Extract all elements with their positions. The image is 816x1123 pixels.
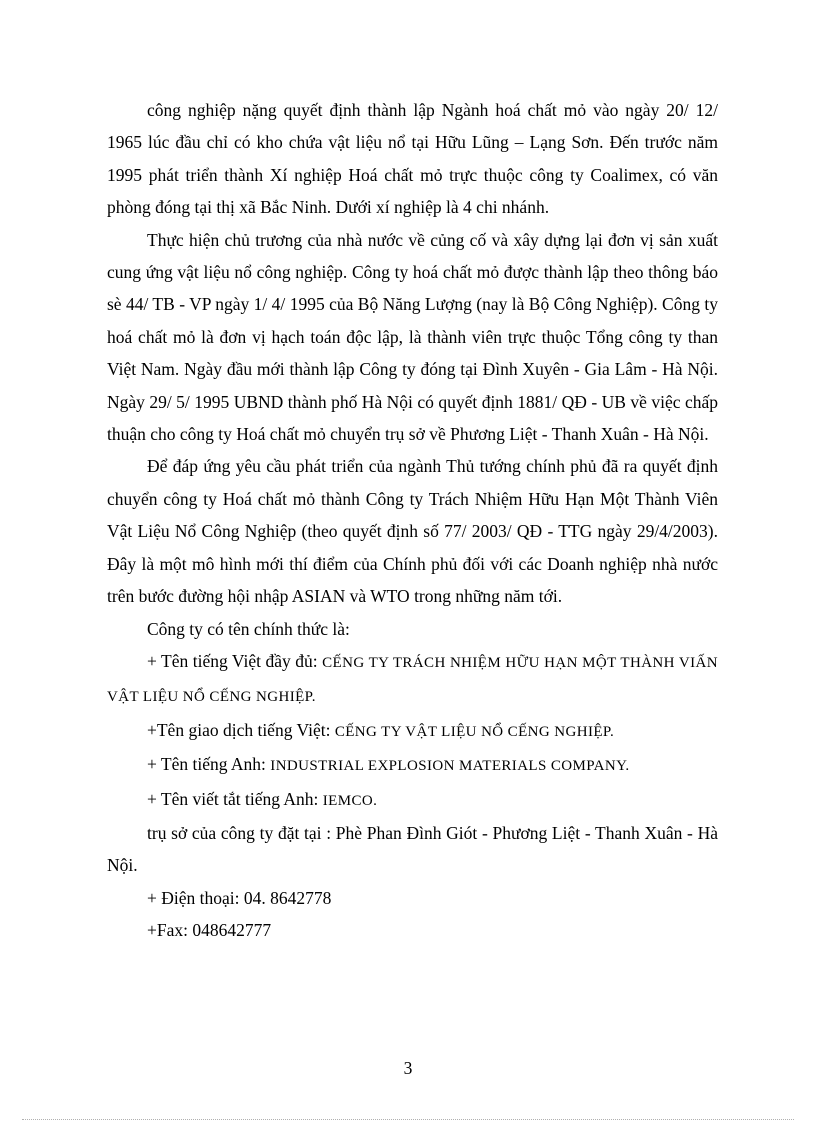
english-abbreviation-value: IEMCO. bbox=[322, 792, 378, 809]
paragraph-establishment: Thực hiện chủ trương của nhà nước về củng cố và xây dựng lại đơn vị sản xuất cung ứng vật liệu nổ công nghiệp. Công ty hoá chất mỏ được thành lập theo thông báo sè 44/ TB - VP ngày 1/ 4/ 1995 của Bộ Năng Lượng (nay là Bộ Công Nghiệp). Công ty hoá chất mỏ là đơn vị hạch toán độc lập, là thành viên trực thuộc Tổng công ty than Việt Nam. Ngày đầu mới thành lập Công ty đóng tại Đình Xuyên - Gia Lâm - Hà Nội. Ngày 29/ 5/ 1995 UBND thành phố Hà Nội có quyết định 1881/ QĐ - UB về việc chấp thuận cho công ty Hoá chất mỏ chuyển trụ sở về Phương Liệt - Thanh Xuân - Hà Nội. bbox=[107, 229, 718, 445]
vietnamese-trade-name-label: +Tên giao dịch tiếng Việt: bbox=[147, 719, 335, 740]
english-abbreviation bbox=[107, 783, 718, 817]
phone-number: + Điện thoại: 04. 8642778 bbox=[147, 887, 332, 908]
vietnamese-full-name-label: + Tên tiếng Việt đầy đủ: bbox=[147, 650, 323, 671]
english-abbreviation-label: + Tên viết tắt tiếng Anh: bbox=[147, 788, 323, 809]
vietnamese-full-name bbox=[107, 645, 718, 714]
english-name-label: + Tên tiếng Anh: bbox=[147, 754, 271, 775]
english-name-value: INDUSTRIAL EXPLOSION MATERIALS COMPANY. bbox=[270, 758, 630, 775]
page-number: 3 bbox=[403, 1058, 413, 1078]
vietnamese-trade-name-value: CẾNG TY VẬT LIỆU NỔ CẾNG NGHIỆP. bbox=[334, 723, 615, 740]
body-text bbox=[107, 94, 718, 947]
vietnamese-full-name-value: CẾNG TY TRÁCH NHIỆM HỮU HẠN MỘT THÀNH VIẤN VẬT LIỆU NỔ CẾNG NGHIỆP. bbox=[107, 654, 718, 706]
head-office-address: trụ sở của công ty đặt tại : Phè Phan Đình Giót - Phương Liệt - Thanh Xuân - Hà Nội. bbox=[107, 822, 718, 876]
paragraph-history: công nghiệp nặng quyết định thành lập Ngành hoá chất mỏ vào ngày 20/ 12/ 1965 lúc đầu chỉ có kho chứa vật liệu nổ tại Hữu Lũng – Lạng Sơn. Đến trước năm 1995 phát triển thành Xí nghiệp Hoá chất mỏ trực thuộc công ty Coalimex, có văn phòng đóng tại thị xã Bắc Ninh. Dưới xí nghiệp là 4 chi nhánh. bbox=[107, 100, 718, 218]
vietnamese-trade-name bbox=[107, 714, 718, 748]
official-name-intro: Công ty có tên chính thức là: bbox=[147, 618, 350, 639]
english-name bbox=[107, 748, 718, 782]
paragraph-restructuring: Để đáp ứng yêu cầu phát triển của ngành Thủ tướng chính phủ đã ra quyết định chuyển công ty Hoá chất mỏ thành Công ty Trách Nhiệm Hữu Hạn Một Thành Viên Vật Liệu Nổ Công Nghiệp (theo quyết định số 77/ 2003/ QĐ - TTG ngày 29/4/2003). Đây là một mô hình mới thí điểm của Chính phủ đối với các Doanh nghiệp nhà nước trên bước đường hội nhập ASIAN và WTO trong những năm tới. bbox=[107, 456, 718, 607]
fax-number: +Fax: 048642777 bbox=[147, 920, 272, 941]
page-bottom-border bbox=[22, 1119, 794, 1120]
